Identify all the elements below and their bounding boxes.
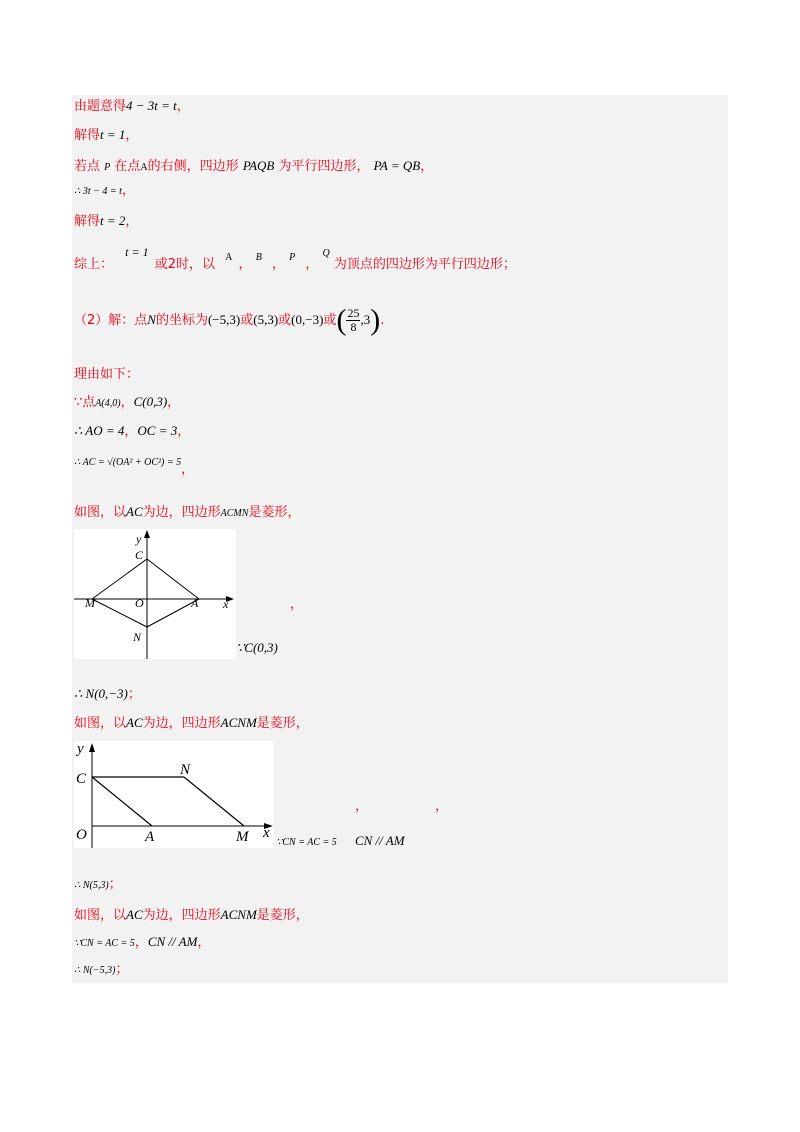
label-x: x [263,825,270,841]
fraction-25-8: $\frac{25}{8}$ [347,306,360,334]
line-6: 综上： t = 1 或2时，以 $^A$ ， $^B$ ， $^P$ ， $^Q$ 为顶点的四边形为平行四边形； [74,245,516,272]
line-2: 解得t = 1， [74,127,139,143]
label-y: y [77,741,84,757]
figure2-because: ∵CN = AC = 5 CN // AM [276,833,405,848]
line-15: ∴ N(5,3)； [74,877,122,892]
line-5: 解得t = 2， [74,213,139,229]
label-M: M [85,596,95,610]
label-C: C [76,771,87,787]
label-N: N [133,630,142,644]
rhombus-diagram-2 [74,741,274,848]
line-11: ∴ AC = √(OA² + OC²) = 5， [74,457,195,477]
figure2-comma-2: ， [435,799,449,814]
rhombus-diagram [74,529,236,659]
line-14: 如图，以AC为边，四边形ACNM是菱形， [74,715,309,731]
line-16: 如图，以AC为边，四边形ACNM是菱形， [74,907,309,923]
figure1-comma: ， [290,597,304,612]
label-O: O [135,596,144,610]
label-M: M [236,829,249,845]
line-13: ∴ N(0,−3)； [74,686,141,702]
line-10: ∴ AO = 4，OC = 3， [74,423,191,439]
line-7: （2）解：点N的坐标为(−5,3)或(5,3)或(0,−3)或( $\frac{25}{8}$ ,3). [74,303,385,337]
label-y: y [136,532,142,546]
figure1-because: ∵C(0,3) [236,640,278,655]
label-x: x [223,597,229,611]
line-9: ∵点A(4,0)，C(0,3)， [74,394,181,410]
figure-rhombus-acmn [74,529,236,659]
line-1: 由题意得4 − 3t = t， [74,98,190,114]
figure2-comma-1: ， [355,799,369,814]
label-A: A [191,596,199,610]
label-A: A [145,829,155,845]
line-18: ∴ N(−5,3)； [74,962,129,977]
line-17: ∵CN = AC = 5，CN // AM， [74,934,211,950]
figure-rhombus-acnm [74,741,274,848]
label-N: N [180,762,191,778]
line-8: 理由如下： [74,367,140,382]
label-C: C [135,548,144,562]
label-O: O [76,827,87,843]
line-4: ∴ 3t − 4 = t， [74,183,135,198]
line-12: 如图，以AC为边，四边形ACMN是菱形， [74,504,301,520]
line-3: 若点 P 在点A的右侧，四边形 PAQB 为平行四边形， PA = QB， [74,158,434,174]
